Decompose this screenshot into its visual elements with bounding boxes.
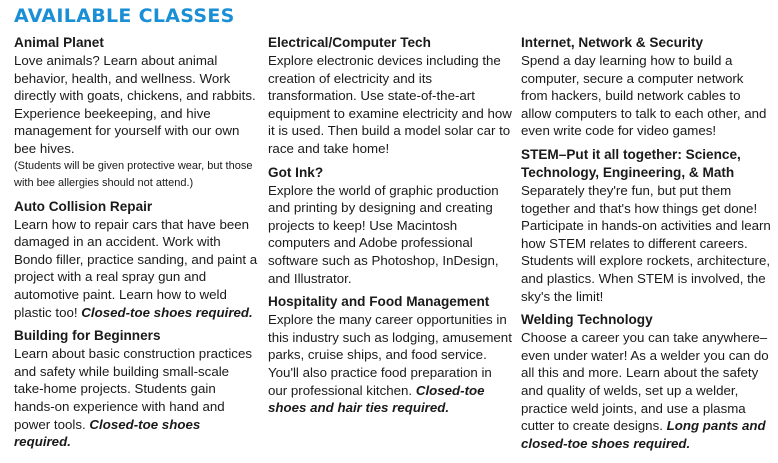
course-description-block (521, 329, 771, 452)
page-heading: AVAILABLE CLASSES (14, 5, 235, 27)
course-description: Love animals? Learn about animal behavior, health, and wellness. Work directly with goats, chickens, and rabbits. Experience beekeeping, and hive management for yourself with our own bee hives. (14, 53, 256, 156)
course-building-for-beginners (14, 327, 260, 451)
course-stem (521, 146, 771, 305)
column-left (14, 34, 260, 457)
course-description-block (14, 345, 260, 451)
course-description: Learn how to repair cars that have been damaged in an accident. Work with Bondo filler, practice sanding, and paint a project with a real spray gun and automotive paint. Learn how to weld plastic too! (14, 216, 258, 320)
course-title: Animal Planet (14, 35, 104, 50)
course-requirement: Closed-toe shoes and hair ties required. (268, 382, 485, 416)
course-description: Learn about basic construction practices and safety while building small-scale take-home projects. Students gain hands-on experience with hand and power tools. (14, 346, 252, 432)
course-description: Explore the world of graphic production and printing by designing and creating projects to keep! Use Macintosh computers and Adobe professional software such as Photoshop, InDesign, and Illustrator. (268, 182, 499, 286)
course-title: Electrical/Computer Tech (268, 35, 431, 50)
course-welding-technology (521, 311, 771, 452)
course-requirement: Closed-toe shoes required. (14, 416, 201, 450)
column-middle (268, 34, 513, 423)
course-animal-planet (14, 34, 260, 192)
course-title: Got Ink? (268, 164, 324, 180)
course-got-ink (268, 164, 513, 288)
column-right (521, 34, 771, 458)
course-description: Explore electronic devices including the creation of electricity and its transformation. Use state-of-the-art equipment to examine electricity and how it is used. Then build a model solar car to race and take home! (268, 53, 512, 156)
course-requirement: Closed-toe shoes required. (81, 304, 253, 320)
course-title: Hospitality and Food Management (268, 294, 490, 310)
course-requirement: Long pants and closed-toe shoes required. (521, 418, 766, 451)
course-hospitality-food-management (268, 293, 513, 417)
course-internet-network-security (521, 34, 771, 140)
course-auto-collision-repair (14, 198, 260, 322)
course-electrical-computer-tech (268, 34, 513, 158)
course-description: Spend a day learning how to build a computer, secure a computer network from hackers, build network cables to allow computers to talk to each other, and even write code for video games! (521, 53, 767, 139)
course-description: Separately they're fun, but put them together and that's how things get done! Participate in hands-on activities and learn how STEM relates to different careers. Students will explore rockets, architecture, and plastics. When STEM is involved, the sky's the limit! (521, 182, 771, 304)
course-description: Choose a career you can take anywhere– even under water! As a welder you can do all this and more. Learn about the safety and quality of welds, set up a welder, practice weld joints, and use a plasma cutter to create designs. (521, 330, 769, 434)
course-note: (Students will be given protective wear, but those with bee allergies should not attend.) (14, 159, 253, 189)
course-description: Explore the many career opportunities in this industry such as lodging, amusement parks, cruise ships, and food service. You'll also practice food preparation in our professional kitchen. (268, 312, 512, 398)
course-description-block (268, 311, 513, 417)
course-title: Auto Collision Repair (14, 198, 153, 214)
course-title: Building for Beginners (14, 328, 161, 344)
course-title: STEM–Put it all together: Science, Technology, Engineering, & Math (521, 146, 741, 180)
course-description-block (14, 216, 260, 322)
course-title: Welding Technology (521, 312, 653, 328)
course-title: Internet, Network & Security (521, 35, 704, 50)
